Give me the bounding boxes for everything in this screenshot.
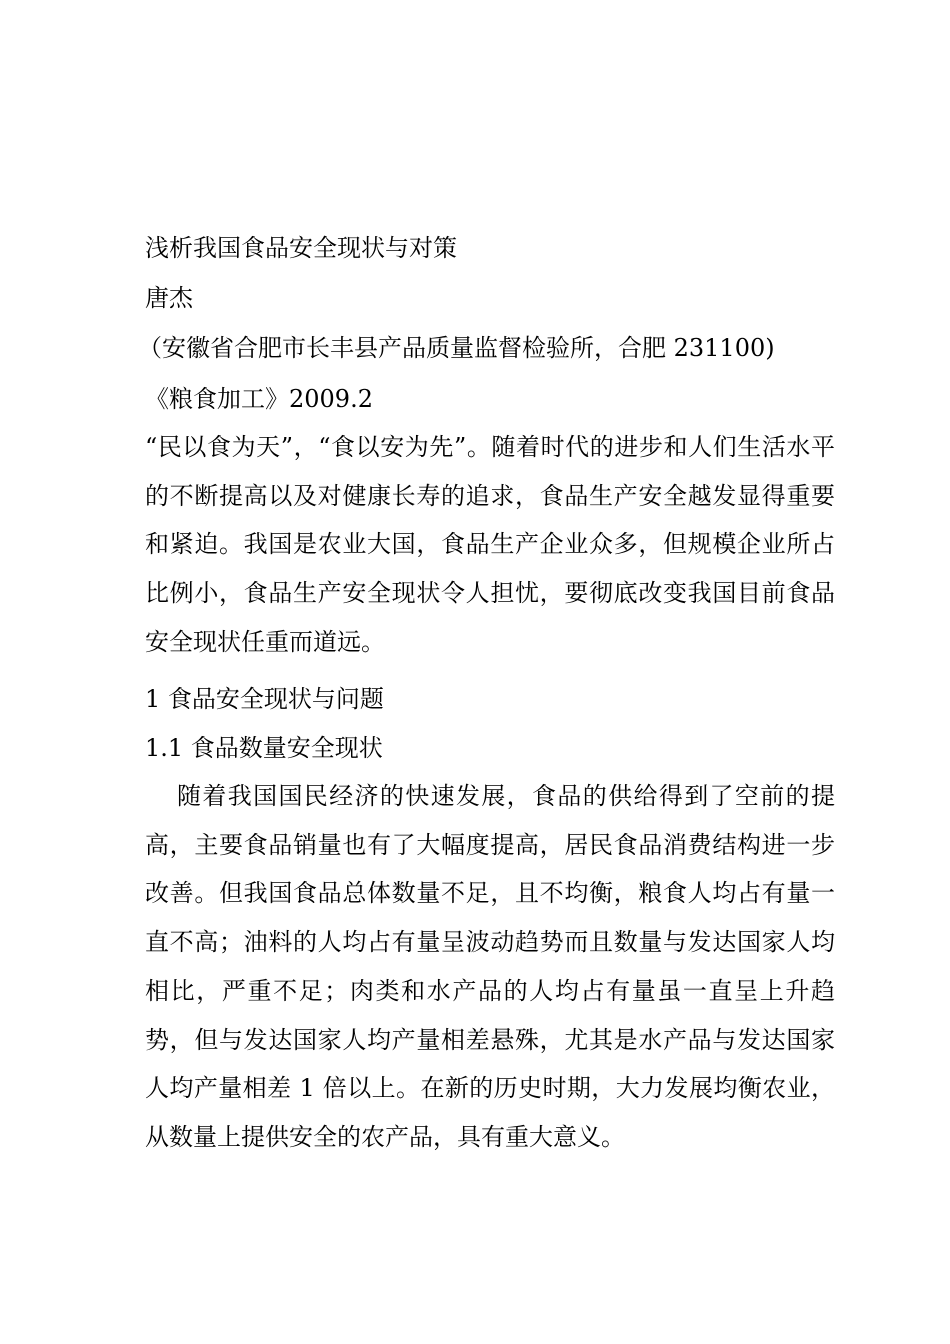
body-paragraph: 随着我国国民经济的快速发展，食品的供给得到了空前的提高，主要食品销量也有了大幅度提高，居民食品消费结构进一步改善。但我国食品总体数量不足，且不均衡，粮食人均占有量一直不高；油料的人均占有量呈波动趋势而且数量与发达国家人均相比，严重不足；肉类和水产品的人均占有量虽一直呈上升趋势，但与发达国家人均产量相差悬殊，尤其是水产品与发达国家人均产量相差 1 倍以上。在新的历史时期，大力发展均衡农业，从数量上提供安全的农产品，具有重大意义。 bbox=[145, 782, 835, 1151]
document-title: 浅析我国食品安全现状与对策 bbox=[145, 234, 457, 262]
section-heading: 1 食品安全现状与问题 bbox=[145, 685, 384, 713]
subsection-heading: 1.1 食品数量安全现状 bbox=[145, 734, 383, 762]
author-affiliation: （安徽省合肥市长丰县产品质量监督检验所，合肥 231100) bbox=[138, 334, 775, 362]
author-name: 唐杰 bbox=[145, 284, 193, 312]
intro-paragraph: “民以食为天”，“食以安为先”。随着时代的进步和人们生活水平的不断提高以及对健康长寿的追求，食品生产安全越发显得重要和紧迫。我国是农业大国，食品生产企业众多，但规模企业所占比例小，食品生产安全现状令人担忧，要彻底改变我国目前食品安全现状任重而道远。 bbox=[145, 433, 835, 656]
publication-source: 《粮食加工》2009.2 bbox=[145, 385, 373, 413]
